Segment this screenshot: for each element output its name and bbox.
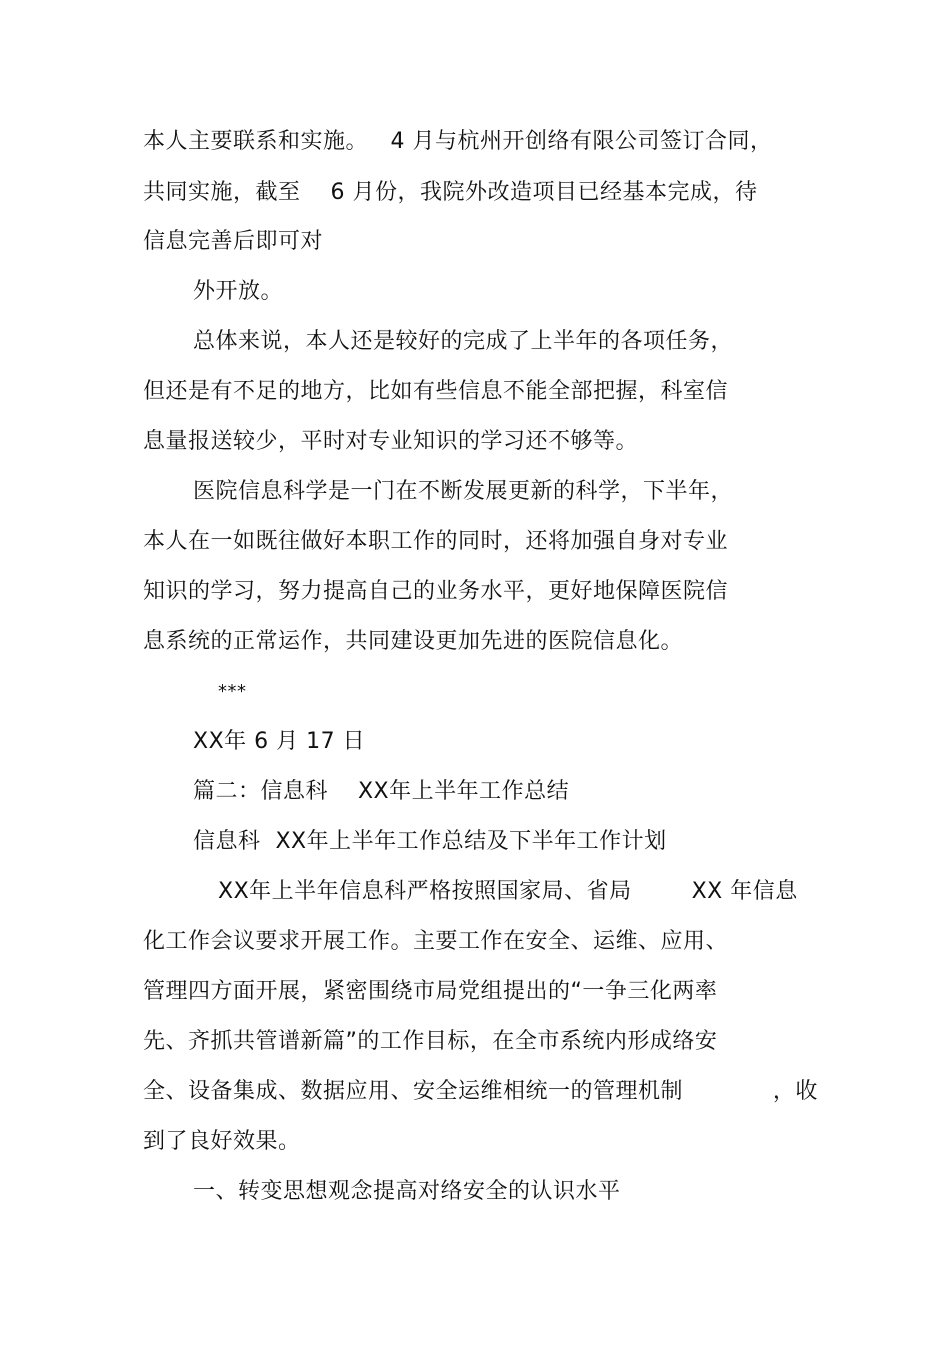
text-line: XX年上半年信息科严格按照国家局、省局 XX 年信息	[218, 879, 798, 904]
text-line: 本人主要联系和实施。 4 月与杭州开创络有限公司签订合同，	[143, 129, 773, 154]
text-line: 共同实施，截至 6 月份，我院外改造项目已经基本完成，待	[143, 180, 758, 205]
text-line: 化工作会议要求开展工作。主要工作在安全、运维、应用、	[143, 929, 729, 954]
section-title: 篇二：信息科 XX年上半年工作总结	[193, 779, 570, 804]
text-line: 息量报送较少，平时对专业知识的学习还不够等。	[143, 429, 639, 454]
date-line: XX年 6 月 17 日	[193, 729, 366, 754]
text-line: 医院信息科学是一门在不断发展更新的科学，下半年，	[193, 479, 734, 504]
text-line: 先、齐抓共管谱新篇”的工作目标，在全市系统内形成络安	[143, 1029, 718, 1054]
text-line: 信息完善后即可对	[143, 229, 324, 254]
text-line: 总体来说，本人还是较好的完成了上半年的各项任务，	[193, 329, 734, 354]
heading-line: 一、转变思想观念提高对络安全的认识水平	[193, 1179, 621, 1204]
text-line: 息系统的正常运作，共同建设更加先进的医院信息化。	[143, 629, 684, 654]
subsection-title: 信息科 XX年上半年工作总结及下半年工作计划	[193, 829, 667, 854]
text-line: 知识的学习，努力提高自己的业务水平，更好地保障医院信	[143, 579, 729, 604]
text-line: 到了良好效果。	[143, 1129, 301, 1154]
separator-asterisks: ***	[218, 681, 247, 702]
text-line: 管理四方面开展，紧密围绕市局党组提出的“一争三化两率	[143, 979, 718, 1004]
text-line: 本人在一如既往做好本职工作的同时，还将加强自身对专业	[143, 529, 729, 554]
text-line: 全、设备集成、数据应用、安全运维相统一的管理机制 ，收	[143, 1079, 818, 1104]
text-line: 但还是有不足的地方，比如有些信息不能全部把握，科室信	[143, 379, 729, 404]
text-line: 外开放。	[193, 279, 284, 304]
